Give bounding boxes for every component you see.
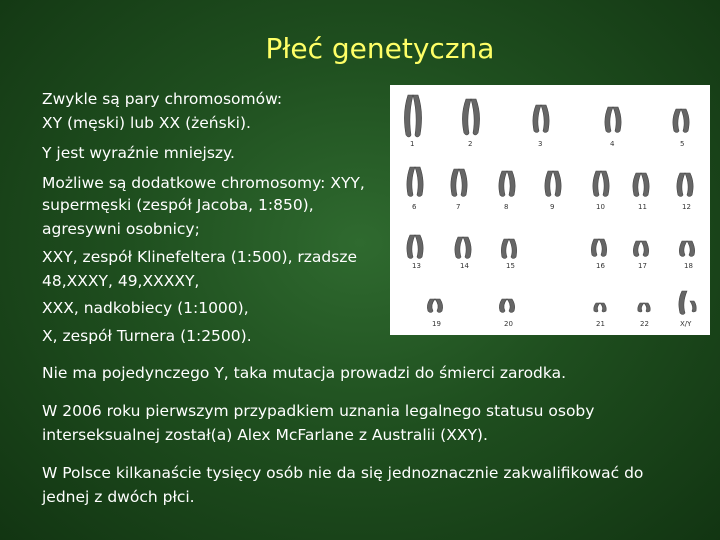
chromosome-label-8: 8 [504,203,509,211]
chromosome-label-xy: X/Y [680,320,692,328]
paragraph-lethal: Nie ma pojedynczego Y, taka mutacja prowadzi do śmierci zarodka. [42,364,567,382]
chromosome-label-16: 16 [596,262,605,270]
line-7: XXY, zespół Klinefeltera (1:500), rzadsze [42,248,358,266]
slide-title: Płeć genetyczna [265,32,495,65]
chromosome-label-15: 15 [506,262,515,270]
paragraph-2006-line2: interseksualnej został(a) Alex McFarlane z Australii (XXY). [42,426,488,444]
chromosome-label-9: 9 [550,203,555,211]
paragraph-2006-line1: W 2006 roku pierwszym przypadkiem uznania legalnego statusu osoby [42,402,595,420]
line-1: Zwykle są pary chromosomów: [42,90,283,108]
line-8: 48,XXXY, 49,XXXXY, [42,272,200,290]
paragraph-poland-line1: W Polsce kilkanaście tysięcy osób nie da się jednoznacznie zakwalifikować do [42,464,644,482]
chromosome-label-5: 5 [680,140,685,148]
chromosome-label-19: 19 [432,320,441,328]
line-4: Możliwe są dodatkowe chromosomy: XYY, [42,174,365,192]
chromosome-label-14: 14 [460,262,469,270]
chromosome-label-7: 7 [456,203,461,211]
line-3: Y jest wyraźnie mniejszy. [42,144,235,162]
chromosome-label-6: 6 [412,203,417,211]
chromosome-label-22: 22 [640,320,649,328]
chromosome-label-10: 10 [596,203,605,211]
line-10: X, zespół Turnera (1:2500). [42,327,252,345]
chromosome-label-17: 17 [638,262,647,270]
karyotype-image [390,85,710,335]
chromosome-label-12: 12 [682,203,691,211]
chromosome-label-2: 2 [468,140,473,148]
line-9: XXX, nadkobiecy (1:1000), [42,299,249,317]
chromosome-label-3: 3 [538,140,543,148]
line-2: XY (męski) lub XX (żeński). [42,114,251,132]
chromosome-label-18: 18 [684,262,693,270]
chromosome-label-1: 1 [410,140,415,148]
chromosome-label-21: 21 [596,320,605,328]
chromosome-label-20: 20 [504,320,513,328]
line-6: agresywni osobnicy; [42,220,200,238]
chromosome-label-11: 11 [638,203,647,211]
line-5: supermęski (zespół Jacoba, 1:850), [42,196,314,214]
chromosome-label-4: 4 [610,140,615,148]
paragraph-poland-line2: jednej z dwóch płci. [42,488,195,506]
chromosome-label-13: 13 [412,262,421,270]
